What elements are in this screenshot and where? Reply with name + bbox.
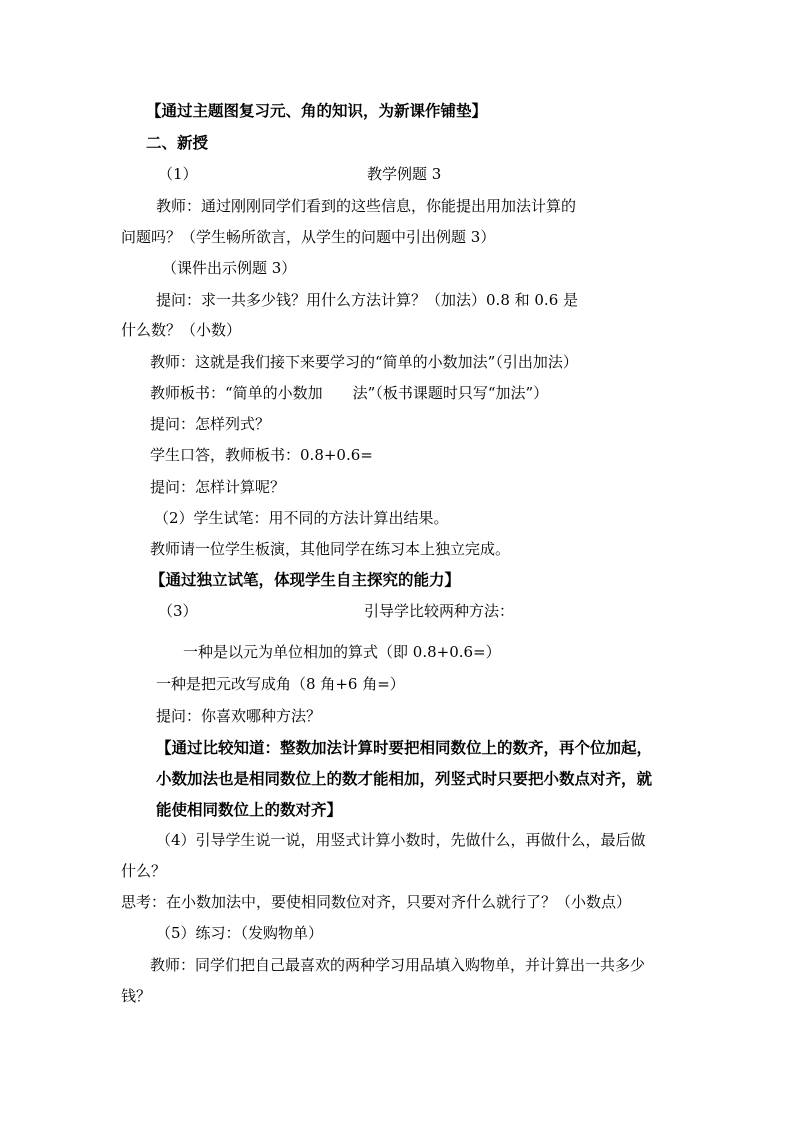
paragraph-line: 问题吗？（学生畅所欲言，从学生的问题中引出例题 3）	[121, 228, 496, 246]
paragraph-line: （4）引导学生说一说，用竖式计算小数时，先做什么，再做什么，最后做	[156, 831, 646, 849]
comparison-note: 【通过比较知道：整数加法计算时要把相同数位上的数齐，再个位加起，	[156, 738, 653, 757]
independent-trial-note: 【通过独立试笔，体现学生自主探究的能力】	[150, 570, 461, 589]
section-heading-new-lesson: 二、新授	[146, 133, 209, 152]
paragraph-line: 一种是以元为单位相加的算式（即 0.8+0.6=）	[183, 643, 501, 661]
paragraph-line: （2）学生试笔：用不同的方法计算出结果。	[154, 509, 449, 527]
paragraph-line: 提问：怎样列式？	[150, 415, 271, 433]
step-3-number: （3）	[158, 602, 198, 620]
paragraph-line: 什么数？（小数）	[121, 321, 242, 339]
step-1-number: （1）	[158, 165, 198, 183]
paragraph-line: 什么？	[121, 862, 167, 880]
paragraph-line: 学生口答，教师板书：0.8+0.6=	[150, 446, 373, 464]
paragraph-line: （课件出示例题 3）	[162, 259, 297, 277]
comparison-note: 小数加法也是相同数位上的数才能相加，列竖式时只要把小数点对齐，就	[156, 769, 653, 788]
paragraph-line: 思考：在小数加法中，要使相同数位对齐，只要对齐什么就行了？（小数点）	[121, 893, 632, 911]
paragraph-line: 一种是把元改写成角（8 角+6 角=）	[156, 675, 405, 693]
paragraph-line: 教师：同学们把自己最喜欢的两种学习用品填入购物单，并计算出一共多少	[150, 956, 646, 974]
step-3-title: 引导学比较两种方法：	[364, 602, 515, 620]
paragraph-line: 教师：通过刚刚同学们看到的这些信息，你能提出用加法计算的	[156, 197, 577, 215]
paragraph-line: 钱？	[121, 987, 152, 1005]
paragraph-line: 提问：怎样计算呢？	[150, 478, 286, 496]
review-note: 【通过主题图复习元、角的知识，为新课作铺垫】	[146, 101, 488, 120]
paragraph-line: 提问：你喜欢哪种方法？	[156, 707, 322, 725]
paragraph-line: 教师：这就是我们接下来要学习的“简单的小数加法”（引出加法）	[150, 353, 578, 371]
paragraph-line: 提问：求一共多少钱？用什么方法计算？（加法）0.8 和 0.6 是	[156, 291, 579, 309]
paragraph-line: （5）练习：（发购物单）	[156, 924, 324, 942]
step-1-title: 教学例题 3	[367, 165, 442, 183]
paragraph-line: 教师板书：“简单的小数加 法”（板书课题时只写“加法”）	[150, 384, 549, 402]
paragraph-line: 教师请一位学生板演，其他同学在练习本上独立完成。	[150, 540, 511, 558]
comparison-note: 能使相同数位上的数对齐】	[156, 800, 343, 819]
